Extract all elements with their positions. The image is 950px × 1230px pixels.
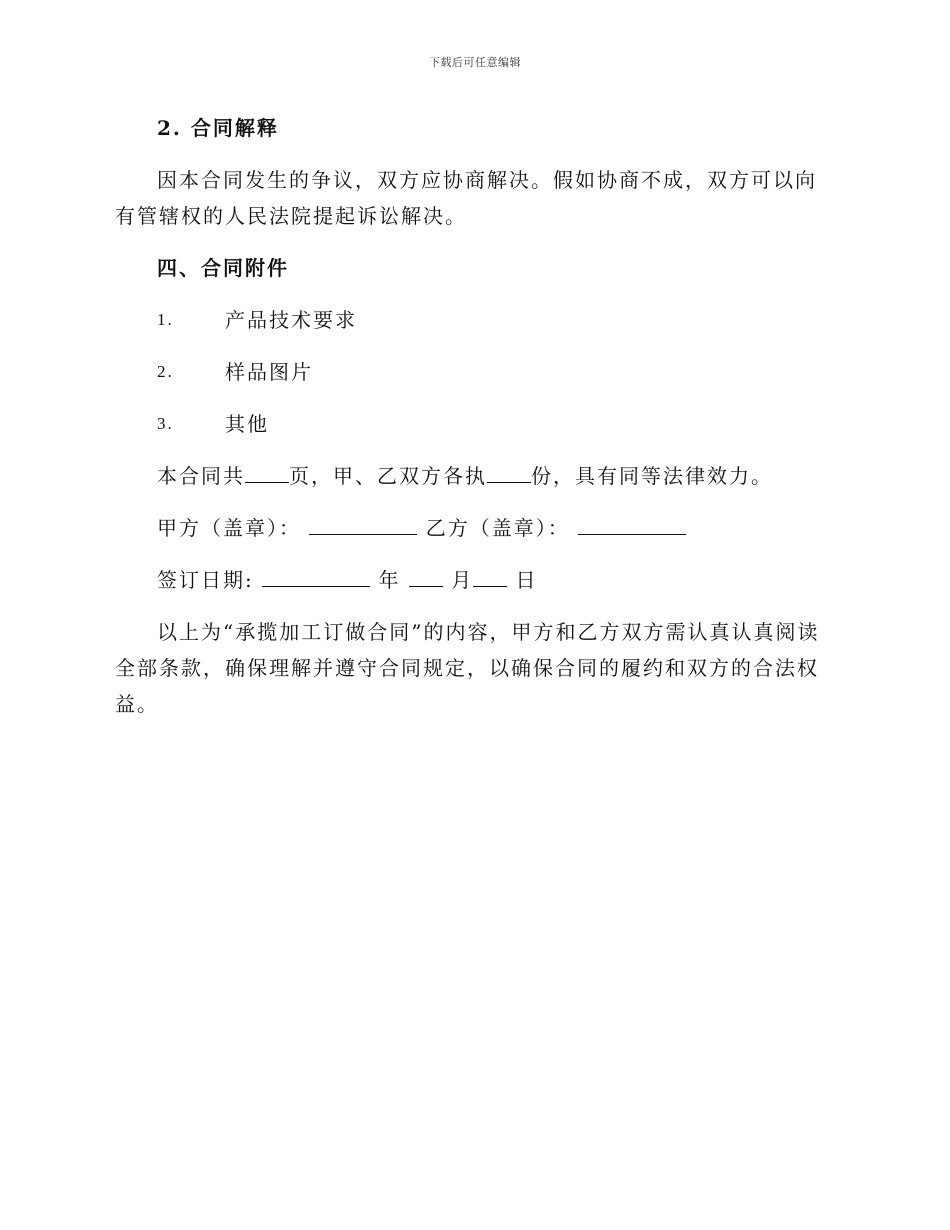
dispute-paragraph: 因本合同发生的争议，双方应协商解决。假如协商不成，双方可以向有管辖权的人民法院提起诉讼解决。 [115,168,817,228]
attachment-number: 2. [157,362,174,381]
signing-date-label: 签订日期: [157,568,254,592]
section-heading-contract-interpretation: 2. 合同解释 [157,116,279,140]
party-a-label: 甲方（盖章）： [157,516,301,540]
attachment-item [115,354,835,390]
attachment-text: 样品图片 [225,360,313,384]
signing-date-line [115,562,835,598]
section-heading-attachments: 四、合同附件 [157,256,289,280]
day-blank [473,564,507,587]
month-label: 月 [451,568,474,592]
attachment-number: 1. [157,310,174,329]
signature-line [115,510,835,546]
attachment-text: 其他 [225,412,269,436]
attachment-number: 3. [157,414,174,433]
copies-text-2: 页，甲、乙双方各执 [289,464,487,488]
party-b-seal-blank [578,512,686,535]
party-b-label: 乙方（盖章）： [425,516,570,540]
document-body [115,110,835,738]
copies-count-blank [487,460,531,483]
attachment-item [115,302,835,338]
attachment-item [115,406,835,442]
party-a-seal-blank [309,512,417,535]
attachment-text: 产品技术要求 [225,308,357,332]
day-label: 日 [515,568,538,592]
year-label: 年 [378,568,401,592]
month-blank [409,564,443,587]
page-header: 下载后可任意编辑 [429,56,521,69]
copies-text-1: 本合同共 [157,464,245,488]
year-blank [262,564,370,587]
page-count-blank [245,460,289,483]
closing-paragraph: 以上为“承揽加工订做合同”的内容，甲方和乙方双方需认真认真阅读全部条款，确保理解并遵守合同规定，以确保合同的履约和双方的合法权益。 [115,620,820,716]
copies-statement [115,458,835,494]
copies-text-3: 份，具有同等法律效力。 [531,464,773,488]
